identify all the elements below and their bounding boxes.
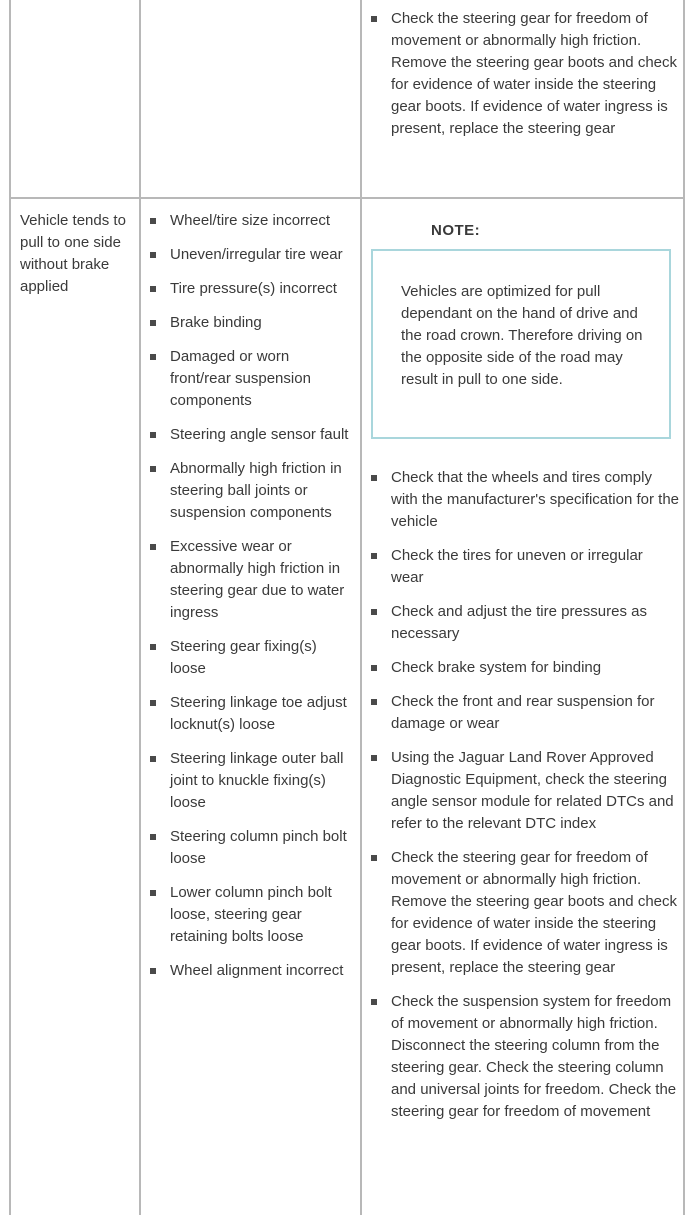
- cause-item: Tire pressure(s) incorrect: [148, 278, 354, 300]
- pull-causes: [148, 210, 354, 982]
- column-divider-1: [139, 0, 141, 1215]
- action-item: Check the front and rear suspension for damage or wear: [369, 691, 679, 735]
- cause-item: Steering gear fixing(s) loose: [148, 636, 354, 680]
- cause-item: Uneven/irregular tire wear: [148, 244, 354, 266]
- cause-item: Steering linkage toe adjust locknut(s) loose: [148, 692, 354, 736]
- note-box: [371, 249, 671, 439]
- action-item: Check the suspension system for freedom of movement or abnormally high friction. Disconnect the steering column from the steering gear. Check the steering column and universal joints for freedom. Check the steering gear for freedom of movement: [369, 991, 679, 1123]
- top-row-actions: [369, 8, 679, 140]
- row-divider: [9, 197, 685, 199]
- action-item: Check that the wheels and tires comply with the manufacturer's specification for the vehicle: [369, 467, 679, 533]
- action-item: Check the steering gear for freedom of movement or abnormally high friction. Remove the steering gear boots and check for evidence of water inside the steering gear boots. If evidence of water ingress is present, replace the steering gear: [369, 8, 679, 140]
- pull-actions: [369, 467, 679, 1123]
- note-label: NOTE:: [431, 222, 481, 239]
- cause-item: Steering linkage outer ball joint to knuckle fixing(s) loose: [148, 748, 354, 814]
- action-item: Using the Jaguar Land Rover Approved Diagnostic Equipment, check the steering angle sensor module for related DTCs and refer to the relevant DTC index: [369, 747, 679, 835]
- causes-list: [148, 210, 354, 982]
- table-border-left: [9, 0, 11, 1215]
- cause-item: Excessive wear or abnormally high friction in steering gear due to water ingress: [148, 536, 354, 624]
- cause-item: Steering column pinch bolt loose: [148, 826, 354, 870]
- note-text: Vehicles are optimized for pull dependant on the hand of drive and the road crown. Therefore driving on the opposite side of the road may result in pull to one side.: [401, 283, 643, 388]
- action-item: Check the tires for uneven or irregular wear: [369, 545, 679, 589]
- action-item: Check brake system for binding: [369, 657, 679, 679]
- top-actions-list: [369, 8, 679, 140]
- cause-item: Wheel alignment incorrect: [148, 960, 354, 982]
- column-divider-2: [360, 0, 362, 1215]
- cause-item: Damaged or worn front/rear suspension components: [148, 346, 354, 412]
- cause-item: Abnormally high friction in steering ball joints or suspension components: [148, 458, 354, 524]
- pull-actions-list: [369, 467, 679, 1123]
- table-border-right: [683, 0, 685, 1215]
- cause-item: Brake binding: [148, 312, 354, 334]
- pull-symptom: Vehicle tends to pull to one side without brake applied: [20, 212, 126, 295]
- action-item: Check and adjust the tire pressures as necessary: [369, 601, 679, 645]
- cause-item: Lower column pinch bolt loose, steering gear retaining bolts loose: [148, 882, 354, 948]
- cause-item: Wheel/tire size incorrect: [148, 210, 354, 232]
- cause-item: Steering angle sensor fault: [148, 424, 354, 446]
- action-item: Check the steering gear for freedom of movement or abnormally high friction. Remove the steering gear boots and check for evidence of water inside the steering gear boots. If evidence of water ingress is present, replace the steering gear: [369, 847, 679, 979]
